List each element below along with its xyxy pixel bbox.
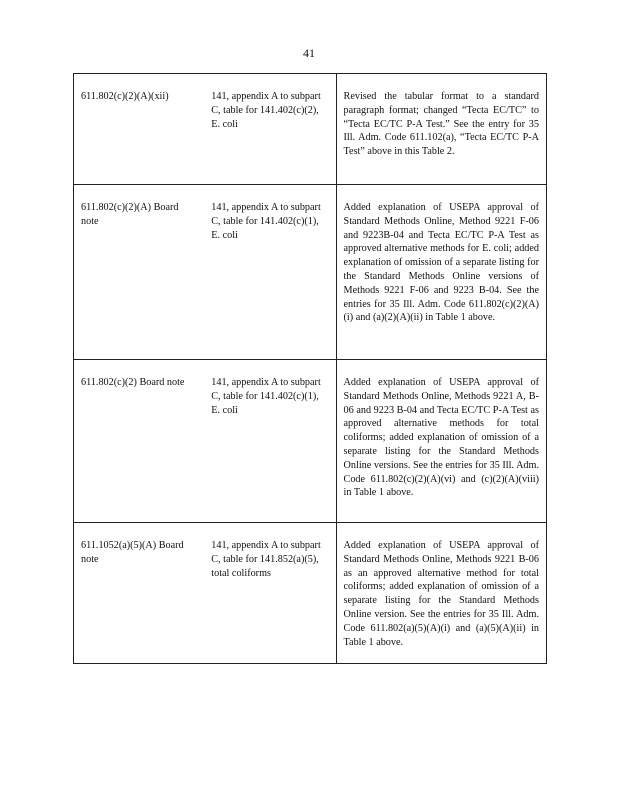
- description-cell: Added explanation of USEPA approval of Standard Methods Online, Methods 9221 A, B-06 and 9223 B-04 and Tecta EC/TC P-A Test as approved alternative methods for total coliforms; added explanation of omission of a separate listing for the Standard Methods Online versions. See the entries for 35 Ill. Adm. Code 611.802(c)(2)(A)(vi) and (c)(2)(A)(viii) in Table 1 above.: [336, 360, 546, 523]
- source-cell: [204, 74, 336, 185]
- changes-table: [73, 73, 547, 664]
- section-cell: [74, 523, 205, 664]
- source-reference: 141, appendix A to subpart C, table for 141.402(c)(1), E. coli: [211, 377, 321, 416]
- description-cell: Added explanation of USEPA approval of Standard Methods Online, Method 9221 F-06 and 9223B-04 and Tecta EC/TC P-A Test as approved alternative methods for E. coli; added explanation of omission of a separate listing for the Standard Methods Online versions of Methods 9221 F-06 and 9223 B-04. See the entries for 35 Ill. Adm. Code 611.802(c)(2)(A)(i) and (a)(2)(A)(ii) in Table 1 above.: [336, 185, 546, 360]
- source-reference: 141, appendix A to subpart C, table for 141.852(a)(5), total coliforms: [211, 540, 321, 579]
- source-reference: 141, appendix A to subpart C, table for 141.402(c)(2), E. coli: [211, 91, 321, 130]
- page-number: 41: [303, 46, 315, 60]
- source-cell: [204, 360, 336, 523]
- table-row: [74, 360, 547, 523]
- section-reference: 611.802(c)(2)(A)(xii): [81, 91, 169, 102]
- table-row: [74, 74, 547, 185]
- section-reference: 611.802(c)(2)(A) Board note: [81, 202, 179, 227]
- section-reference: 611.802(c)(2) Board note: [81, 377, 185, 388]
- description-cell: Revised the tabular format to a standard paragraph format; changed “Tecta EC/TC” to “Tecta EC/TC P-A Test.” See the entry for 35 Ill. Adm. Code 611.102(a), “Tecta EC/TC P-A Test” above in this Table 2.: [336, 74, 546, 185]
- source-cell: [204, 523, 336, 664]
- description-cell: Added explanation of USEPA approval of Standard Methods Online, Methods 9221 B-06 as an approved alternative method for total coliforms; added explanation of omission of a separate listing for the Standard Methods Online version. See the entries for 35 Ill. Adm. Code 611.802(a)(5)(A)(i) and (a)(5)(A)(ii) in Table 1 above.: [336, 523, 546, 664]
- table-row: [74, 185, 547, 360]
- source-reference: 141, appendix A to subpart C, table for 141.402(c)(1), E. coli: [211, 202, 321, 241]
- section-cell: [74, 74, 205, 185]
- section-reference: 611.1052(a)(5)(A) Board note: [81, 540, 184, 565]
- section-cell: [74, 185, 205, 360]
- table-row: [74, 523, 547, 664]
- source-cell: [204, 185, 336, 360]
- section-cell: [74, 360, 205, 523]
